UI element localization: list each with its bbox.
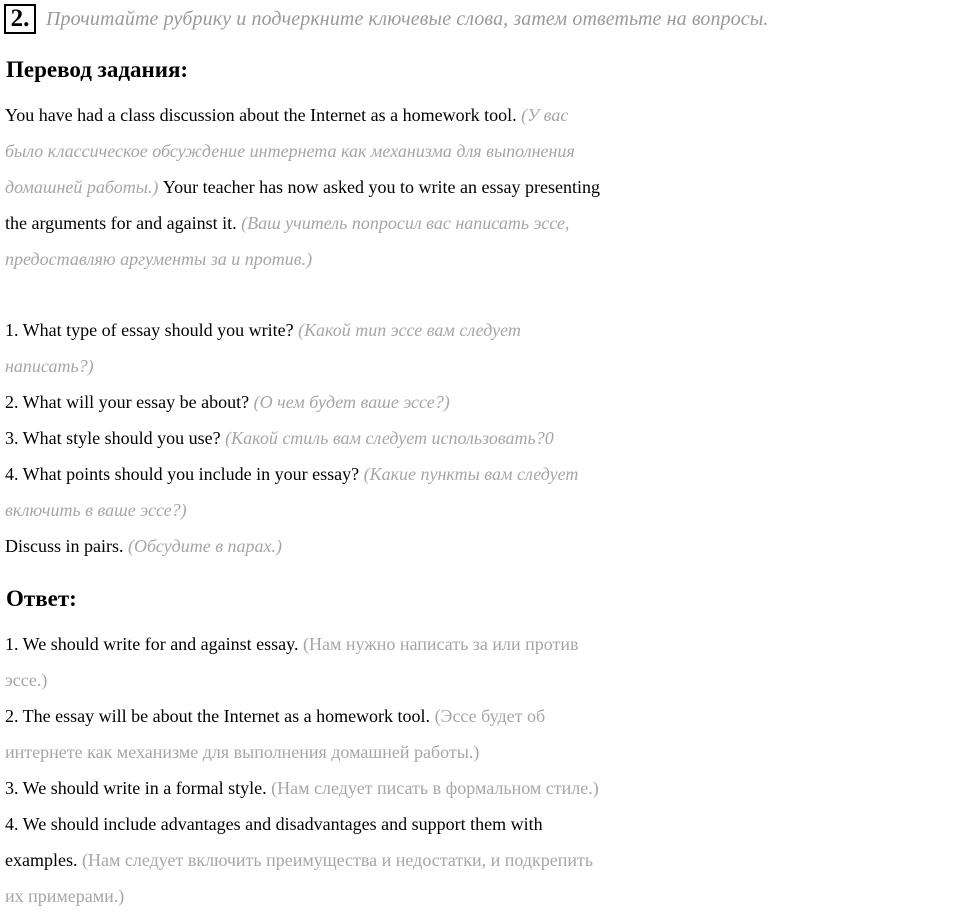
- answer-item: [5, 770, 960, 806]
- answer-item: [5, 806, 960, 842]
- task-header: [4, 4, 768, 34]
- answer-russian: интернете как механизме для выполнения домашней работы.): [5, 742, 480, 762]
- prompt-line: [5, 205, 960, 241]
- prompt-russian-text: предоставляю аргументы за и против.): [5, 249, 313, 269]
- answer-item: [5, 626, 960, 662]
- question-english: 1. What type of essay should you write?: [5, 320, 299, 340]
- answer-heading: Ответ:: [6, 586, 77, 611]
- discuss-russian: (Обсудите в парах.): [128, 536, 283, 556]
- discuss-english: Discuss in pairs.: [5, 536, 128, 556]
- question-russian: включить в ваше эссе?): [5, 500, 187, 520]
- answer-russian: эссе.): [5, 670, 48, 690]
- prompt-line: [5, 97, 960, 133]
- translation-heading: Перевод задания:: [6, 57, 189, 82]
- answer-item: [5, 698, 960, 734]
- prompt-english-text: the arguments for and against it.: [5, 213, 242, 233]
- question-russian: (О чем будет ваше эссе?): [253, 392, 450, 412]
- prompt-line: [5, 241, 960, 277]
- discuss-line: [5, 528, 960, 564]
- prompt-russian-text: (У вас: [521, 105, 569, 125]
- question-item: [5, 420, 960, 456]
- prompt-english-text: You have had a class discussion about the Internet as a homework tool.: [5, 105, 522, 125]
- answer-item-continuation: [5, 662, 960, 698]
- prompt-russian-text: (Ваш учитель попросил вас написать эссе,: [241, 213, 570, 233]
- question-russian: написать?): [5, 356, 94, 376]
- answer-item-continuation: [5, 878, 960, 914]
- question-item-continuation: [5, 348, 960, 384]
- answer-russian: (Нам нужно написать за или против: [302, 634, 579, 654]
- prompt-line: [5, 133, 960, 169]
- question-item: [5, 456, 960, 492]
- answer-english: 1. We should write for and against essay.: [5, 634, 303, 654]
- answer-english: 2. The essay will be about the Internet as a homework tool.: [5, 706, 435, 726]
- question-russian: (Какие пункты вам следует: [363, 464, 579, 484]
- question-russian: (Какой стиль вам следует использовать?0: [225, 428, 554, 448]
- answer-russian: (Нам следует писать в формальном стиле.): [271, 778, 599, 798]
- prompt-russian-text: было классическое обсуждение интернета как механизма для выполнения: [5, 141, 575, 161]
- question-item: [5, 312, 960, 348]
- answer-item-continuation: [5, 842, 960, 878]
- answer-russian: их примерами.): [5, 886, 125, 906]
- answer-english: 3. We should write in a formal style.: [5, 778, 272, 798]
- prompt-line: [5, 169, 960, 205]
- question-english: 4. What points should you include in your essay?: [5, 464, 364, 484]
- answers-list: [5, 626, 960, 914]
- task-instruction: Прочитайте рубрику и подчеркните ключевые слова, затем ответьте на вопросы.: [46, 7, 769, 30]
- prompt-russian-text: домашней работы.): [5, 177, 163, 197]
- question-english: 2. What will your essay be about?: [5, 392, 254, 412]
- questions-list: [5, 312, 960, 564]
- answer-russian: (Эссе будет об: [434, 706, 546, 726]
- answer-item-continuation: [5, 734, 960, 770]
- prompt-english-text: Your teacher has now asked you to write an essay presenting: [162, 177, 600, 197]
- task-prompt: [5, 97, 960, 277]
- answer-russian: (Нам следует включить преимущества и недостатки, и подкрепить: [81, 850, 594, 870]
- question-russian: (Какой тип эссе вам следует: [298, 320, 521, 340]
- question-item-continuation: [5, 492, 960, 528]
- answer-english: 4. We should include advantages and disadvantages and support them with: [5, 814, 543, 834]
- question-english: 3. What style should you use?: [5, 428, 226, 448]
- task-number-box: 2.: [4, 4, 36, 34]
- question-item: [5, 384, 960, 420]
- answer-english: examples.: [5, 850, 82, 870]
